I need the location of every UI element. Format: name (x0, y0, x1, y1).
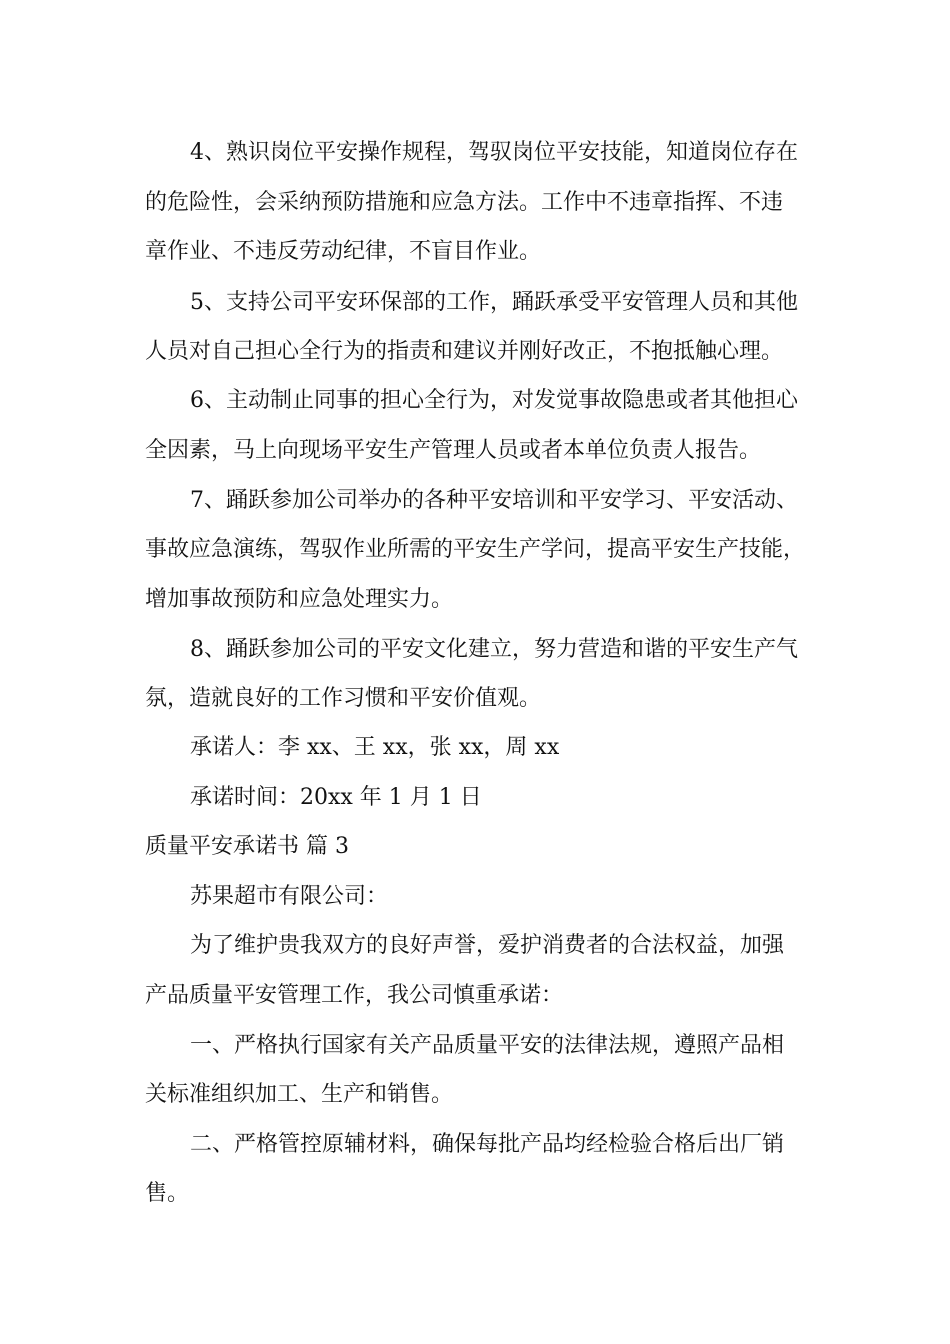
text-line: 全因素，马上向现场平安生产管理人员或者本单位负责人报告。 (145, 438, 762, 463)
text-line: 8、踊跃参加公司的平安文化建立，努力营造和谐的平安生产气 (190, 637, 798, 662)
text-line: 氛，造就良好的工作习惯和平安价值观。 (145, 686, 542, 711)
text-line: 事故应急演练，驾驭作业所需的平安生产学问，提高平安生产技能， (145, 537, 806, 562)
text-line: 为了维护贵我双方的良好声誉，爱护消费者的合法权益，加强 (190, 933, 785, 958)
text-line: 人员对自己担心全行为的指责和建议并刚好改正，不抱抵触心理。 (145, 339, 784, 364)
text-line: 产品质量平安管理工作，我公司慎重承诺： (145, 983, 564, 1008)
section-title: 质量平安承诺书 篇 3 (145, 834, 349, 859)
addressee-text: 苏果超市有限公司： (190, 884, 389, 909)
text-line: 关标准组织加工、生产和销售。 (145, 1082, 454, 1107)
text-line: 的危险性，会采纳预防措施和应急方法。工作中不违章指挥、不违 (145, 190, 784, 215)
text-line: 4、熟识岗位平安操作规程，驾驭岗位平安技能，知道岗位存在 (190, 140, 798, 165)
promise-date-text: 承诺时间：20xx 年 1 月 1 日 (190, 785, 482, 810)
text-line: 5、支持公司平安环保部的工作，踊跃承受平安管理人员和其他 (190, 290, 798, 315)
text-line: 二、严格管控原辅材料，确保每批产品均经检验合格后出厂销 (190, 1132, 785, 1157)
promisors-text: 承诺人：李 xx、王 xx，张 xx，周 xx (190, 735, 560, 760)
text-line: 章作业、不违反劳动纪律，不盲目作业。 (145, 239, 542, 264)
text-line: 增加事故预防和应急处理实力。 (145, 587, 454, 612)
text-line: 一、严格执行国家有关产品质量平安的法律法规，遵照产品相 (190, 1033, 785, 1058)
text-line: 售。 (145, 1181, 190, 1206)
text-line: 6、主动制止同事的担心全行为，对发觉事故隐患或者其他担心 (190, 388, 798, 413)
text-line: 7、踊跃参加公司举办的各种平安培训和平安学习、平安活动、 (190, 488, 798, 513)
